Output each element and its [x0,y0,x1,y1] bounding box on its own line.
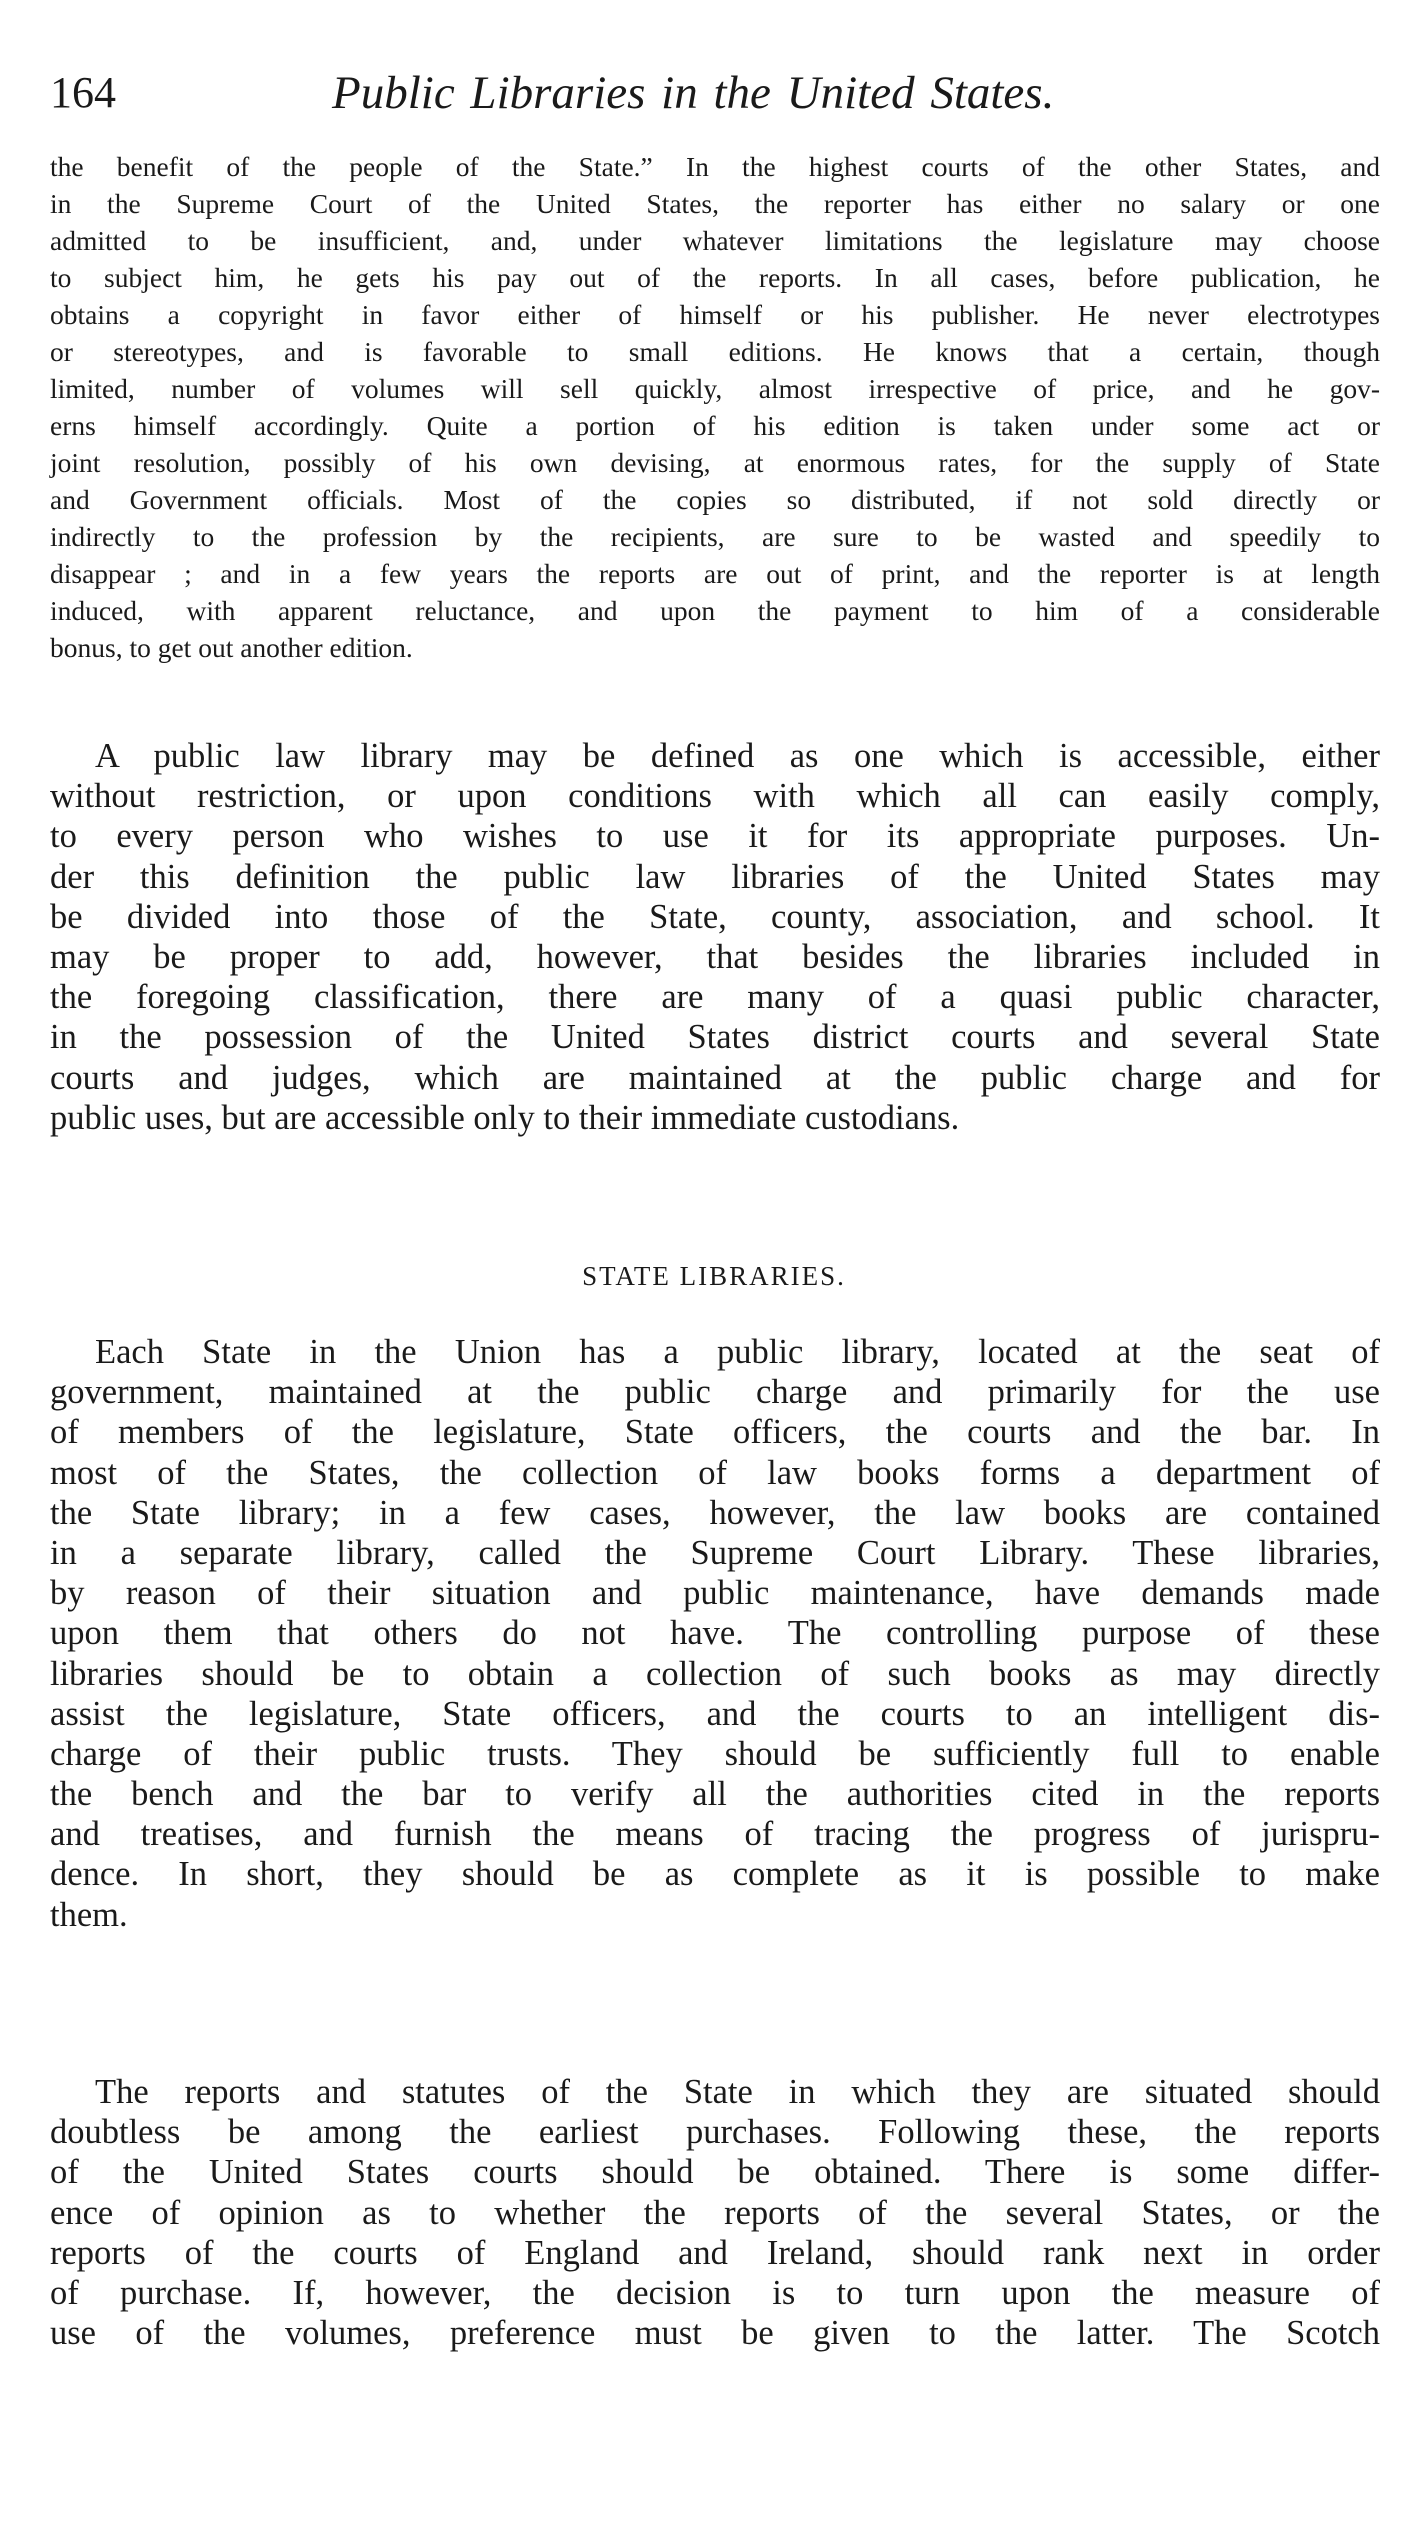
running-title: Public Libraries in the United States. [332,67,1055,119]
paragraph-reports-and-statutes [50,2072,1380,2353]
text-line: indirectly to the profession by the recipients, are sure to be wasted and speedily to [50,521,1380,552]
paragraph-law-library-definition [50,736,1380,1138]
page-number: 164 [50,68,116,117]
text-line: The reports and statutes of the State in which they are situated should [95,2073,1380,2111]
text-line: A public law library may be defined as one which is accessible, either [95,737,1380,775]
text-line: be divided into those of the State, county, association, and school. It [50,897,1380,936]
text-line: in the possession of the United States district courts and several State [50,1018,1380,1057]
text-line: doubtless be among the earliest purchases. Following these, the reports [50,2113,1380,2152]
text-line: to subject him, he gets his pay out of the reports. In all cases, before publication, he [50,262,1380,293]
text-line: of the United States courts should be obtained. There is some differ- [50,2153,1380,2192]
text-line: induced, with apparent reluctance, and upon the payment to him of a considerable [50,595,1380,626]
text-line: charge of their public trusts. They should be sufficiently full to enable [50,1734,1380,1773]
text-line: upon them that others do not have. The controlling purpose of these [50,1614,1380,1653]
text-line: admitted to be insufficient, and, under whatever limitations the legislature may choose [50,225,1380,256]
text-line: the State library; in a few cases, however, the law books are contained [50,1493,1380,1532]
text-line: of purchase. If, however, the decision is to turn upon the measure of [50,2273,1380,2312]
text-line: assist the legislature, State officers, and the courts to an intelligent dis- [50,1694,1380,1733]
text-line: public uses, but are accessible only to their immediate custodians. [50,1098,960,1137]
text-line: limited, number of volumes will sell quickly, almost irrespective of price, and he gov- [50,373,1380,404]
text-line: ence of opinion as to whether the reports of the several States, or the [50,2193,1380,2232]
text-line: libraries should be to obtain a collection of such books as may directly [50,1654,1380,1693]
text-line: the bench and the bar to verify all the authorities cited in the reports [50,1775,1380,1814]
text-line: may be proper to add, however, that besides the libraries included in [50,937,1380,976]
text-line: erns himself accordingly. Quite a portion of his edition is taken under some act or [50,410,1380,441]
text-line: courts and judges, which are maintained at the public charge and for [50,1058,1380,1097]
text-line: the benefit of the people of the State.” In the highest courts of the other States, and [50,151,1380,182]
text-line: der this definition the public law libraries of the United States may [50,857,1380,896]
text-line: reports of the courts of England and Ireland, should rank next in order [50,2233,1380,2272]
text-line: the foregoing classification, there are many of a quasi public character, [50,978,1380,1017]
text-line: and treatises, and furnish the means of tracing the progress of jurispru- [50,1815,1380,1854]
small-print-paragraph [50,148,1380,666]
text-line: most of the States, the collection of law books forms a department of [50,1453,1380,1492]
text-line: dence. In short, they should be as complete as it is possible to make [50,1855,1380,1894]
text-line: to every person who wishes to use it for its appropriate purposes. Un- [50,817,1380,856]
text-line: bonus, to get out another edition. [50,632,413,663]
text-line: disappear ; and in a few years the reports are out of print, and the reporter is at length [50,558,1380,589]
text-line: by reason of their situation and public maintenance, have demands made [50,1574,1380,1613]
text-line: or stereotypes, and is favorable to small editions. He knows that a certain, though [50,336,1380,367]
text-line: use of the volumes, preference must be given to the latter. The Scotch [50,2314,1380,2353]
text-line: in the Supreme Court of the United States, the reporter has either no salary or one [50,188,1380,219]
section-heading: STATE LIBRARIES. [582,1261,846,1291]
text-line: them. [50,1895,128,1934]
text-line: of members of the legislature, State officers, the courts and the bar. In [50,1413,1380,1452]
text-line: and Government officials. Most of the copies so distributed, if not sold directly or [50,484,1380,515]
text-line: government, maintained at the public charge and primarily for the use [50,1373,1380,1412]
text-line: in a separate library, called the Supreme Court Library. These libraries, [50,1533,1380,1572]
text-line: without restriction, or upon conditions with which all can easily comply, [50,777,1380,816]
paragraph-state-libraries [50,1332,1380,1935]
text-line: obtains a copyright in favor either of himself or his publisher. He never electrotypes [50,299,1380,330]
text-line: joint resolution, possibly of his own devising, at enormous rates, for the supply of State [50,447,1380,478]
page-header [50,58,1380,128]
text-line: Each State in the Union has a public library, located at the seat of [95,1333,1380,1371]
